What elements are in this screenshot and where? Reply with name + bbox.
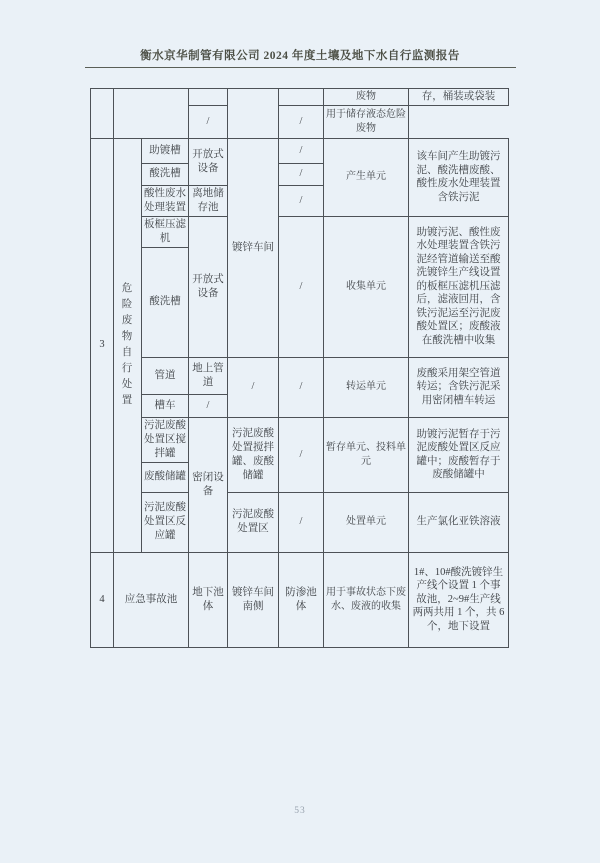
r7-type-cell: / bbox=[189, 394, 228, 417]
r6-function-cell: 转运单元 bbox=[324, 357, 409, 417]
facilities-table bbox=[90, 88, 509, 648]
table-row bbox=[91, 138, 509, 163]
sec3-category-cell: 危险废物自行处置 bbox=[114, 138, 142, 552]
r10-location-cell: 污泥废酸处置区 bbox=[228, 492, 279, 552]
sec4-name-cell: 应急事故池 bbox=[114, 552, 189, 647]
r4-seepage-cell: / bbox=[279, 216, 324, 357]
r4-name-cell: 板框压滤机 bbox=[142, 216, 189, 247]
r1-seepage-cell: / bbox=[279, 138, 324, 163]
cont-function-tail-cell: 废物 bbox=[324, 89, 409, 106]
sec4-type-cell: 地下池体 bbox=[189, 552, 228, 647]
r1-name-cell: 助镀槽 bbox=[142, 138, 189, 163]
sec4-remark-cell: 1#、10#酸洗镀锌生产线个设置 1 个事故池，2~9#生产线两两共用 1 个，共 6 个，地下设置 bbox=[409, 552, 509, 647]
table-row bbox=[91, 417, 509, 462]
r6-name-cell: 管道 bbox=[142, 357, 189, 394]
r10-name-cell: 污泥废酸处置区反应罐 bbox=[142, 492, 189, 552]
r10-seepage-cell: / bbox=[279, 492, 324, 552]
r6-location-cell: / bbox=[228, 357, 279, 417]
cont-function-cell: 用于储存液态危险废物 bbox=[324, 105, 409, 138]
page-number: 53 bbox=[294, 806, 306, 816]
r6-remark-cell: 废酸采用架空管道转运；含铁污泥采用密闭槽车转运 bbox=[409, 357, 509, 417]
r6-type-cell: 地上管道 bbox=[189, 357, 228, 394]
cont-type-slash-cell: / bbox=[189, 105, 228, 138]
r4-type-cell: 开放式设备 bbox=[189, 216, 228, 357]
r8-name-cell: 污泥废酸处置区搅拌罐 bbox=[142, 417, 189, 462]
page-header-title: 衡水京华制管有限公司 2024 年度土壤及地下水自行监测报告 bbox=[140, 50, 460, 62]
table-row bbox=[91, 552, 509, 647]
cont-name-cell bbox=[114, 89, 189, 139]
r3-name-cell: 酸性废水处理装置 bbox=[142, 185, 189, 216]
r8-seepage-cell: / bbox=[279, 417, 324, 492]
cont-index-cell bbox=[91, 89, 114, 139]
r10-function-cell: 处置单元 bbox=[324, 492, 409, 552]
table-row bbox=[91, 492, 509, 552]
cont-seepage-slash-cell: / bbox=[279, 105, 324, 138]
r2-seepage-cell: / bbox=[279, 163, 324, 185]
r3-type-cell: 离地储存池 bbox=[189, 185, 228, 216]
r9-name-cell: 废酸储罐 bbox=[142, 462, 189, 492]
r7-name-cell: 槽车 bbox=[142, 394, 189, 417]
r1-function-cell: 产生单元 bbox=[324, 138, 409, 216]
r2-name-cell: 酸洗槽 bbox=[142, 163, 189, 185]
r8-remark-cell: 助镀污泥暂存于污泥废酸处置区反应罐中；废酸暂存于废酸储罐中 bbox=[409, 417, 509, 492]
sec4-function-cell: 用于事故状态下废水、废液的收集 bbox=[324, 552, 409, 647]
sec4-index-cell: 4 bbox=[91, 552, 114, 647]
r8-type-cell: 密闭设备 bbox=[189, 417, 228, 552]
sec3-index-cell: 3 bbox=[91, 138, 114, 552]
cont-seepage-cell-top bbox=[279, 89, 324, 106]
r6-seepage-cell: / bbox=[279, 357, 324, 417]
r10-remark-cell: 生产氯化亚铁溶液 bbox=[409, 492, 509, 552]
table-row bbox=[91, 216, 509, 247]
cont-type-cell-top bbox=[189, 89, 228, 106]
r8-location-cell: 污泥废酸处置搅拌罐、废酸储罐 bbox=[228, 417, 279, 492]
r1-remark-cell: 该车间产生助镀污泥、酸洗槽废酸、酸性废水处理装置含铁污泥 bbox=[409, 138, 509, 216]
r1-type-cell: 开放式设备 bbox=[189, 138, 228, 185]
page-header bbox=[0, 46, 600, 64]
r4-function-cell: 收集单元 bbox=[324, 216, 409, 357]
table-row bbox=[91, 89, 509, 106]
r5-name-cell: 酸洗槽 bbox=[142, 247, 189, 357]
r4-remark-cell: 助镀污泥、酸性废水处理装置含铁污泥经管道输送至酸洗镀锌生产线设置的板框压滤机压滤后，滤液回用，含铁污泥运至污泥废酸处置区；废酸液在酸洗槽中收集 bbox=[409, 216, 509, 357]
table-row bbox=[91, 357, 509, 394]
sec4-seepage-cell: 防渗池体 bbox=[279, 552, 324, 647]
r8-function-cell: 暂存单元、投料单元 bbox=[324, 417, 409, 492]
header-rule bbox=[85, 67, 516, 68]
r3-seepage-cell: / bbox=[279, 185, 324, 216]
cont-location-cell bbox=[228, 89, 279, 139]
r1-location-cell: 镀锌车间 bbox=[228, 138, 279, 357]
sec4-location-cell: 镀锌车间南侧 bbox=[228, 552, 279, 647]
cont-remark-cell: 存，桶装或袋装 bbox=[409, 89, 509, 106]
